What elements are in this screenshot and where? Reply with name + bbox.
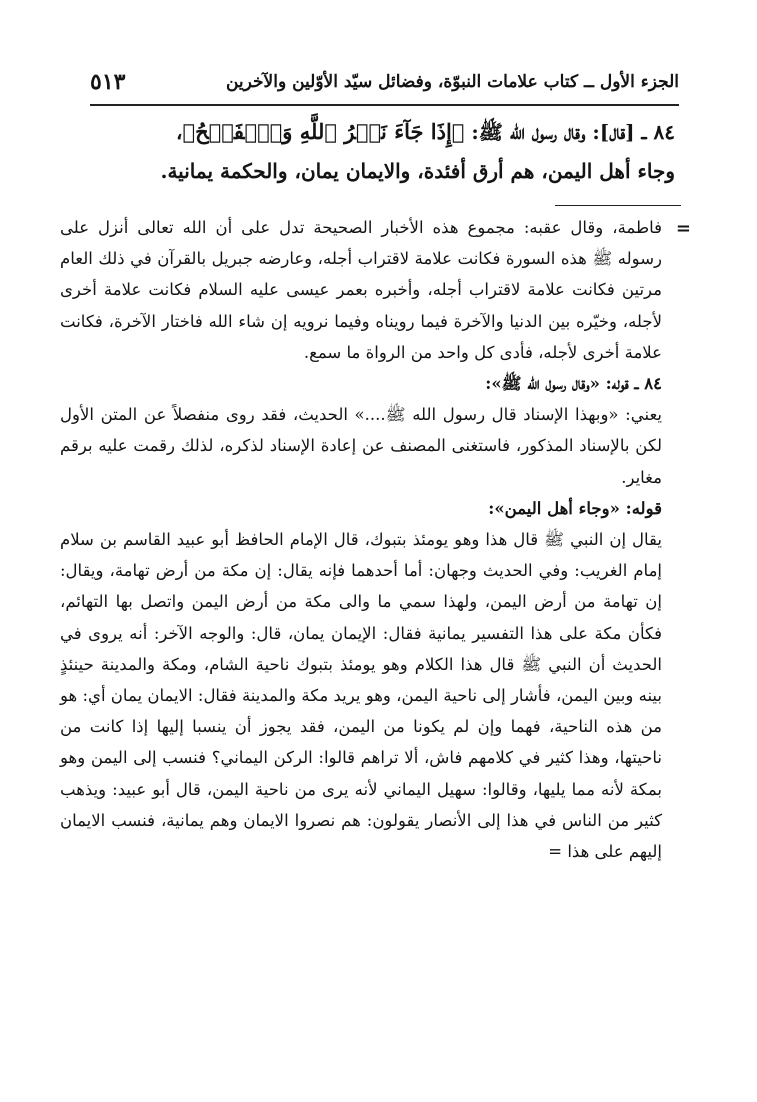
quran-verse: ﴿إِذَا جَآءَ نَصۡرُ ٱللَّهِ وَٱلۡفَتۡحُ﴾ [182, 119, 465, 144]
commentary-paragraph-3: يقال إن النبي ﷺ قال هذا وهو يومئذ بتبوك، قال الإمام الحافظ أبو عبيد القاسم بن سلام إمام الغريب: وفي الحديث وجهان: أما أحدهما فإنه يقال: إن مكة من أرض تهامة، ويقال: إن تهامة من أرض اليمن، ولهذا سمي ما والى مكة من أرض اليمن واتصل بها التهائم، فكأن مكة على هذا التفسير يمانية فقال: الإيمان يمان، قال: والوجه الآخر: أنه يروى في الحديث أن النبي ﷺ قال هذا الكلام وهو يومئذ بتبوك ناحية الشام، ومكة والمدينة حينئذٍ بينه وبين اليمن، فأشار إلى ناحية اليمن، وهو يريد مكة والمدينة فقال: الايمان يمان أي: هو من هذه الناحية، فهما وإن لم يكونا من اليمن، فقد يجوز أن ينسبا إليها إذا كانت من ناحيتها، وهذا كثير في كلامهم فاش، ألا تراهم قالوا: الركن اليماني؟ فنسب إلى اليمن وهو بمكة لأنه مما يليها، وقالوا: سهيل اليماني لأنه يرى من ناحية اليمن، قال أبو عبيد: ويذهب كثير من الناس في هذا إلى الأنصار يقولون: هم نصروا الايمان وهم يمانية، فنسب الايمان إليهم على هذا = [60, 530, 662, 862]
continuation-mark: = [675, 218, 691, 239]
commentary-heading-1: ٨٤ ــ قوله: «وقال رسول الله ﷺ»: [485, 374, 662, 394]
commentary-paragraph-2: يعني: «وبهذا الإسناد قال رسول الله ﷺ....» الحديث، فقد روى منفصلاً عن المتن الأول لكن بالإسناد المذكور، فاستغنى المصنف عن إعادة الإسناد لذكره، لذلك رقمت عليه برقم مغاير. [60, 405, 662, 487]
header-divider [90, 104, 679, 106]
hadith-number-and-intro: ٨٤ ــ [قال]: وقال رسول الله ﷺ: [471, 120, 675, 144]
page-header [90, 64, 679, 100]
hadith-line-2: وجاء أهل اليمن، هم أرق أفئدة، والايمان يمان، والحكمة يمانية. [160, 159, 675, 183]
page-number: ٥١٣ [90, 69, 126, 95]
footnote-divider [555, 205, 681, 206]
commentary-heading-2: قوله: «وجاء أهل اليمن»: [488, 498, 662, 518]
commentary [60, 212, 662, 867]
hadith-text [60, 112, 675, 191]
hadith-line-1 [60, 112, 675, 152]
commentary-paragraph-1: فاطمة، وقال عقبه: مجموع هذه الأخبار الصحيحة تدل على أن الله تعالى أنزل على رسوله ﷺ هذه السورة فكانت علامة لاقتراب أجله، وعارضه جبريل بالقرآن في ذلك العام مرتين فكانت علامة لاقتراب أجله، وأخبره بعمر عيسى عليه السلام فكانت علامة أخرى لأجله، وخيّره بين الدنيا والآخرة فيما رويناه وفيما نرويه إن شاء الله فاختار الآخرة، فكانت علامة أخرى لأجله، فأدى كل واحد من الرواة ما سمع. [60, 218, 662, 362]
running-title: الجزء الأول ــ كتاب علامات النبوّة، وفضائل سيّد الأوّلين والآخرين [225, 72, 679, 92]
hadith-line-1-suffix: ، [176, 120, 183, 144]
